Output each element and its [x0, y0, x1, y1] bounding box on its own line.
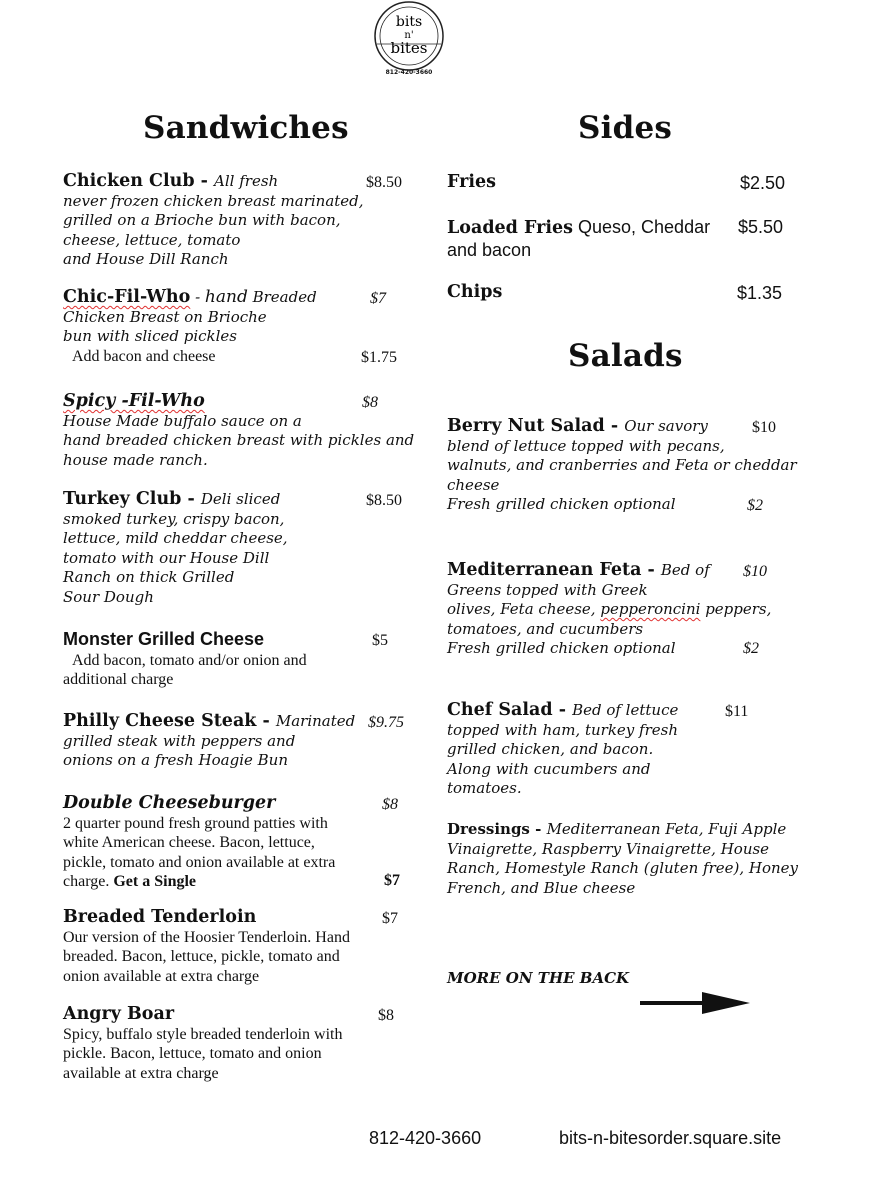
sandwiches-heading: Sandwiches	[143, 110, 349, 146]
price: $8.50	[366, 492, 402, 509]
price: $11	[725, 703, 749, 720]
price: $8	[382, 796, 398, 813]
logo	[372, 0, 446, 72]
side-item-price: $2.50	[740, 173, 786, 193]
menu-item: Spicy -Fil-Who House Made buffalo sauce on a hand breaded chicken breast with pickles and house made ranch.	[63, 391, 415, 469]
menu-item: Chic-Fil-Who - hand Breaded Chicken Breast on Brioche bun with sliced pickles Add bacon and cheese	[63, 287, 317, 365]
addon-price: $1.75	[361, 349, 397, 366]
option-price: $2	[743, 640, 759, 657]
logo-line1: bits	[395, 14, 423, 30]
menu-item: Chef Salad - Bed of lettuce topped with ham, turkey fresh grilled chicken, and bacon. Along with cucumbers and tomatoes.	[447, 700, 679, 797]
price: $10	[752, 419, 776, 436]
footer-phone: 812-420-3660	[369, 1128, 482, 1148]
side-item-name: Chips	[447, 282, 503, 302]
sides-heading: Sides	[578, 110, 673, 146]
footer-site[interactable]: bits-n-bitesorder.square.site	[559, 1128, 782, 1148]
price: $10	[743, 563, 767, 580]
right-arrow-icon	[638, 990, 752, 1020]
salads-heading: Salads	[568, 338, 683, 374]
menu-item: Double Cheeseburger 2 quarter pound fresh ground patties with white American cheese. Bacon, lettuce, pickle, tomato and onion available at extra charge. Get a Single	[63, 793, 336, 890]
menu-item: Philly Cheese Steak - Marinated grilled steak with peppers and onions on a fresh Hoagie Bun	[63, 711, 356, 769]
price: $5	[372, 632, 388, 649]
more-on-back-label: MORE ON THE BACK	[447, 969, 630, 987]
side-item-price: $5.50	[738, 217, 784, 237]
price: $9.75	[368, 714, 404, 731]
single-price: $7	[384, 872, 400, 889]
side-item: Loaded Fries Queso, Cheddar and bacon	[447, 217, 711, 260]
menu-item: Breaded Tenderloin Our version of the Hoosier Tenderloin. Hand breaded. Bacon, lettuce, pickle, tomato and onion available at extra charge	[63, 907, 350, 985]
price: $8	[362, 394, 378, 411]
menu-item: Chicken Club - All fresh never frozen chicken breast marinated, grilled on a Brioche bun with bacon, cheese, lettuce, tomato and House Dill Ranch	[63, 171, 364, 268]
side-item-name: Fries	[447, 172, 496, 192]
dressings: Dressings - Mediterranean Feta, Fuji Apple Vinaigrette, Raspberry Vinaigrette, House Ranch, Homestyle Ranch (gluten free), Honey French, and Blue cheese	[447, 820, 798, 897]
menu-item: Monster Grilled Cheese Add bacon, tomato and/or onion and additional charge	[63, 629, 307, 688]
menu-item: Mediterranean Feta - Bed of Greens topped with Greek olives, Feta cheese, pepperoncini peppers, tomatoes, and cucumbers Fresh grilled chicken optional	[447, 560, 772, 657]
price: $7	[370, 290, 386, 307]
logo-line3: bites	[390, 39, 428, 57]
price: $8.50	[366, 174, 402, 191]
side-item-price: $1.35	[737, 283, 783, 303]
option-price: $2	[747, 497, 763, 514]
logo-line2: n'	[404, 30, 414, 41]
menu-item: Berry Nut Salad - Our savory blend of lettuce topped with pecans, walnuts, and cranberries and Feta or cheddar cheese Fresh grilled chicken optional	[447, 416, 797, 513]
menu-item: Angry Boar Spicy, buffalo style breaded tenderloin with pickle. Bacon, lettuce, tomato and onion available at extra charge	[63, 1004, 343, 1082]
menu-item: Turkey Club - Deli sliced smoked turkey, crispy bacon, lettuce, mild cheddar cheese, tomato with our House Dill Ranch on thick Grilled Sour Dough	[63, 489, 288, 606]
logo-phone: 812-420-3660	[385, 69, 433, 76]
price: $8	[378, 1007, 394, 1024]
price: $7	[382, 910, 398, 927]
